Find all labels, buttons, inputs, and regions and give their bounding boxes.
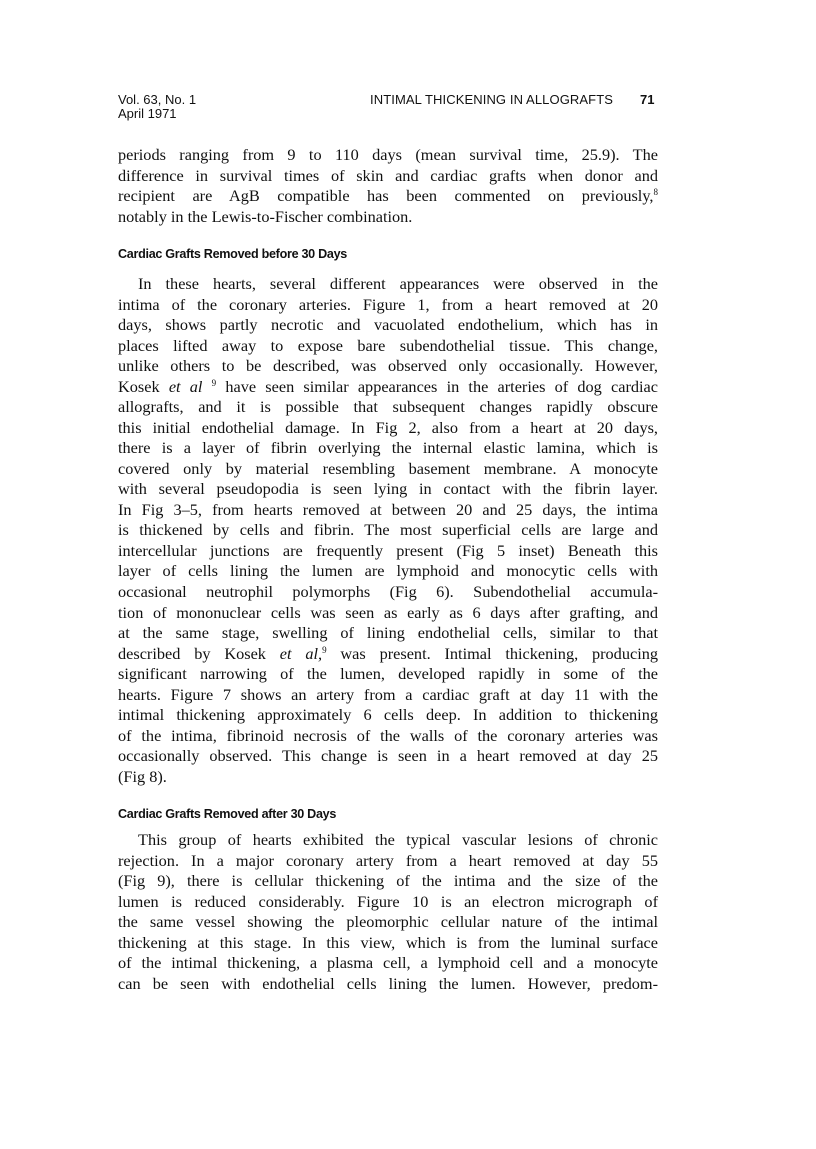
text-line: significant narrowing of the lumen, developed rapidly in some of the [118, 664, 658, 684]
text-line: there is a layer of fibrin overlying the internal elastic lamina, which is [118, 438, 658, 458]
text-line: allografts, and it is possible that subsequent changes rapidly obscure [118, 397, 658, 417]
text-line: intima of the coronary arteries. Figure 1, from a heart removed at 20 [118, 294, 658, 314]
journal-issue-info [118, 93, 196, 121]
text-line: (Fig 8). [118, 766, 167, 786]
text-line: (Fig 9), there is cellular thickening of the intima and the size of the [118, 871, 658, 891]
text-line: of the intimal thickening, a plasma cell, a lymphoid cell and a monocyte [118, 953, 658, 973]
section-heading: Cardiac Grafts Removed after 30 Days [118, 807, 337, 821]
text-line: can be seen with endothelial cells lining the lumen. However, predom- [118, 973, 658, 993]
italic-text: et al [168, 376, 203, 396]
text-line: intimal thickening approximately 6 cells deep. In addition to thickening [118, 705, 658, 725]
reference-superscript: 8 [653, 187, 658, 198]
text-line: occasional neutrophil polymorphs (Fig 6). Subendothelial accumula- [118, 581, 658, 601]
text-line: rejection. In a major coronary artery from a heart removed at day 55 [118, 850, 658, 870]
text-line: hearts. Figure 7 shows an artery from a cardiac graft at day 11 with the [118, 684, 658, 704]
section-heading: Cardiac Grafts Removed before 30 Days [118, 247, 347, 261]
text-line: periods ranging from 9 to 110 days (mean survival time, 25.9). The [118, 145, 658, 164]
text-line: of the intima, fibrinoid necrosis of the walls of the coronary arteries was [118, 725, 658, 745]
running-title: INTIMAL THICKENING IN ALLOGRAFTS [370, 92, 614, 107]
text-line: notably in the Lewis-to-Fischer combination. [118, 206, 413, 226]
text-line: thickening at this stage. In this view, which is from the luminal surface [118, 932, 658, 952]
page-number: 71 [640, 92, 655, 107]
text-line: tion of mononuclear cells was seen as early as 6 days after grafting, and [118, 602, 658, 622]
section-paragraph [118, 274, 658, 787]
reference-superscript: 9 [211, 377, 217, 388]
text-line: intercellular junctions are frequently present (Fig 5 inset) Beneath this [118, 540, 658, 560]
text-line: layer of cells lining the lumen are lymphoid and monocytic cells with [118, 561, 658, 581]
text-line: In Fig 3–5, from hearts removed at between 20 and 25 days, the intima [118, 499, 658, 519]
text-line: places lifted away to expose bare subendothelial tissue. This change, [118, 335, 658, 355]
text-line: this initial endothelial damage. In Fig 2, also from a heart at 20 days, [118, 417, 658, 437]
reference-superscript: 9 [322, 644, 327, 655]
text-line: is thickened by cells and fibrin. The most superficial cells are large and [118, 520, 658, 540]
text-line: days, shows partly necrotic and vacuolated endothelium, which has in [118, 315, 658, 335]
text-line: the same vessel showing the pleomorphic cellular nature of the intimal [118, 912, 658, 932]
volume-number: Vol. 63, No. 1 [118, 92, 197, 107]
italic-text: et al, [279, 643, 323, 663]
text-line: In these hearts, several different appearances were observed in the [138, 274, 658, 293]
section-paragraph [118, 830, 658, 994]
text-line: recipient are AgB compatible has been commented on previously,$^8$ [118, 186, 658, 206]
text-line: lumen is reduced considerably. Figure 10 is an electron micrograph of [118, 891, 658, 911]
text-line: with several pseudopodia is seen lying in contact with the fibrin layer. [118, 479, 658, 499]
text-line: difference in survival times of skin and cardiac grafts when donor and [118, 165, 658, 185]
text-line: This group of hearts exhibited the typical vascular lesions of chronic [138, 830, 658, 849]
text-line: occasionally observed. This change is seen in a heart removed at day 25 [118, 746, 658, 766]
text-line: covered only by material resembling basement membrane. A monocyte [118, 458, 658, 478]
text-line: described by Kosek et al,$^9$ was present. Intimal thickening, producing [118, 643, 658, 663]
text-line: unlike others to be described, was observed only occasionally. However, [118, 356, 658, 376]
paragraph-continued [118, 145, 658, 227]
text-line: Kosek et al $^9$ have seen similar appearances in the arteries of dog cardiac [118, 376, 659, 396]
issue-date: April 1971 [118, 106, 177, 121]
text-line: at the same stage, swelling of lining endothelial cells, similar to that [118, 623, 658, 643]
